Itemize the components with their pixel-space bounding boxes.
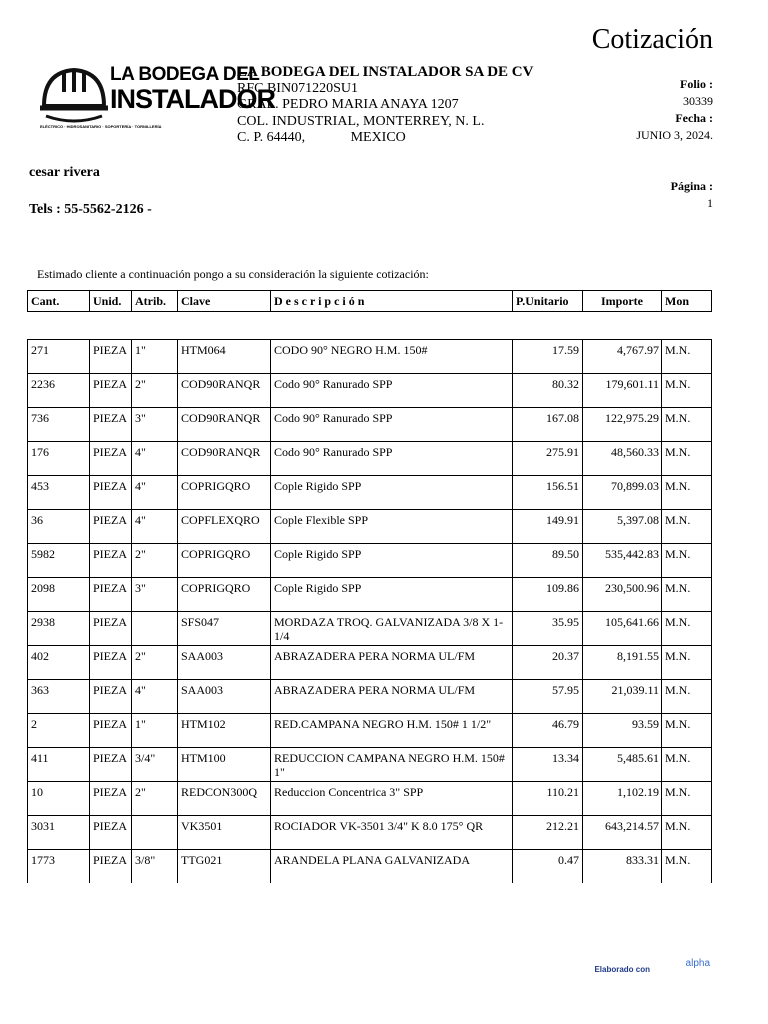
cell-descripcion: RED.CAMPANA NEGRO H.M. 150# 1 1/2" xyxy=(271,714,513,748)
cell-unid: PIEZA xyxy=(90,748,132,782)
table-row xyxy=(28,544,712,578)
cell-mon: M.N. xyxy=(662,714,712,748)
company-logo xyxy=(38,62,275,134)
alpha-logo: alpha xyxy=(685,958,710,969)
table-row xyxy=(28,476,712,510)
cell-unid: PIEZA xyxy=(90,408,132,442)
cell-atrib: 1" xyxy=(132,714,178,748)
cell-importe: 1,102.19 xyxy=(583,782,662,816)
cell-cant: 3031 xyxy=(28,816,90,850)
cell-descripcion: ABRAZADERA PERA NORMA UL/FM xyxy=(271,680,513,714)
cell-clave: TTG021 xyxy=(178,850,271,884)
cell-atrib: 2" xyxy=(132,782,178,816)
cell-cant: 363 xyxy=(28,680,90,714)
page-value: 1 xyxy=(707,196,713,210)
cell-cant: 2098 xyxy=(28,578,90,612)
intro-text: Estimado cliente a continuación pongo a su consideración la siguiente cotización: xyxy=(37,267,429,281)
cell-mon: M.N. xyxy=(662,340,712,374)
document-title: Cotización xyxy=(591,24,713,55)
cell-importe: 230,500.96 xyxy=(583,578,662,612)
cell-punitario: 110.21 xyxy=(513,782,583,816)
header-mon: Mon xyxy=(662,291,712,312)
table-row xyxy=(28,510,712,544)
cell-importe: 833.31 xyxy=(583,850,662,884)
fecha-value: JUNIO 3, 2024. xyxy=(636,128,713,142)
table-row xyxy=(28,442,712,476)
header-importe: Importe xyxy=(583,291,662,312)
cell-descripcion: MORDAZA TROQ. GALVANIZADA 3/8 X 1-1/4 xyxy=(271,612,513,646)
cell-mon: M.N. xyxy=(662,680,712,714)
cell-importe: 48,560.33 xyxy=(583,442,662,476)
company-name: LA BODEGA DEL INSTALADOR SA DE CV xyxy=(237,64,534,80)
table-row xyxy=(28,612,712,646)
cell-mon: M.N. xyxy=(662,544,712,578)
cell-atrib: 4" xyxy=(132,442,178,476)
page-number xyxy=(671,178,713,212)
cell-importe: 5,397.08 xyxy=(583,510,662,544)
logo-line1: LA BODEGA DEL xyxy=(110,64,260,85)
header-clave: Clave xyxy=(178,291,271,312)
cell-unid: PIEZA xyxy=(90,646,132,680)
cell-clave: COPFLEXQRO xyxy=(178,510,271,544)
cell-punitario: 46.79 xyxy=(513,714,583,748)
cell-atrib: 4" xyxy=(132,680,178,714)
cell-atrib: 2" xyxy=(132,646,178,680)
header-cant: Cant. xyxy=(28,291,90,312)
cell-mon: M.N. xyxy=(662,442,712,476)
cell-clave: SFS047 xyxy=(178,612,271,646)
cell-clave: VK3501 xyxy=(178,816,271,850)
cell-unid: PIEZA xyxy=(90,850,132,884)
cell-unid: PIEZA xyxy=(90,612,132,646)
cell-atrib: 3/8" xyxy=(132,850,178,884)
cell-importe: 5,485.61 xyxy=(583,748,662,782)
header-unid: Unid. xyxy=(90,291,132,312)
cell-importe: 4,767.97 xyxy=(583,340,662,374)
table-row xyxy=(28,714,712,748)
cell-unid: PIEZA xyxy=(90,442,132,476)
cell-mon: M.N. xyxy=(662,374,712,408)
cell-importe: 179,601.11 xyxy=(583,374,662,408)
cell-unid: PIEZA xyxy=(90,714,132,748)
cell-unid: PIEZA xyxy=(90,782,132,816)
cell-importe: 535,442.83 xyxy=(583,544,662,578)
cell-clave: HTM100 xyxy=(178,748,271,782)
client-phone: Tels : 55-5562-2126 - xyxy=(29,202,152,217)
cell-descripcion: Cople Rigido SPP xyxy=(271,476,513,510)
cell-descripcion: REDUCCION CAMPANA NEGRO H.M. 150# 1" xyxy=(271,748,513,782)
cell-importe: 93.59 xyxy=(583,714,662,748)
cell-mon: M.N. xyxy=(662,782,712,816)
cell-importe: 122,975.29 xyxy=(583,408,662,442)
cell-clave: SAA003 xyxy=(178,646,271,680)
cell-atrib: 4" xyxy=(132,476,178,510)
table-row xyxy=(28,748,712,782)
cell-descripcion: Codo 90° Ranurado SPP xyxy=(271,408,513,442)
cell-importe: 21,039.11 xyxy=(583,680,662,714)
cell-mon: M.N. xyxy=(662,748,712,782)
cell-cant: 411 xyxy=(28,748,90,782)
cell-punitario: 167.08 xyxy=(513,408,583,442)
cell-importe: 70,899.03 xyxy=(583,476,662,510)
cell-punitario: 149.91 xyxy=(513,510,583,544)
items-header xyxy=(27,290,712,312)
page-label: Página : xyxy=(670,179,713,193)
cell-unid: PIEZA xyxy=(90,476,132,510)
cell-punitario: 17.59 xyxy=(513,340,583,374)
folio-label: Folio : xyxy=(680,77,713,91)
table-row xyxy=(28,646,712,680)
cell-unid: PIEZA xyxy=(90,816,132,850)
quote-meta xyxy=(636,76,713,144)
cell-punitario: 275.91 xyxy=(513,442,583,476)
cell-descripcion: ARANDELA PLANA GALVANIZADA xyxy=(271,850,513,884)
cell-clave: COD90RANQR xyxy=(178,374,271,408)
cell-descripcion: CODO 90° NEGRO H.M. 150# xyxy=(271,340,513,374)
cell-clave: COPRIGQRO xyxy=(178,476,271,510)
cell-unid: PIEZA xyxy=(90,340,132,374)
cell-punitario: 109.86 xyxy=(513,578,583,612)
cell-cant: 453 xyxy=(28,476,90,510)
cell-punitario: 80.32 xyxy=(513,374,583,408)
cell-atrib: 2" xyxy=(132,374,178,408)
cell-importe: 8,191.55 xyxy=(583,646,662,680)
cell-importe: 643,214.57 xyxy=(583,816,662,850)
company-rfc: RFC BIN071220SU1 xyxy=(237,80,358,96)
header-atrib: Atrib. xyxy=(132,291,178,312)
cell-punitario: 35.95 xyxy=(513,612,583,646)
cell-descripcion: ABRAZADERA PERA NORMA UL/FM xyxy=(271,646,513,680)
cell-punitario: 212.21 xyxy=(513,816,583,850)
cell-mon: M.N. xyxy=(662,510,712,544)
table-row xyxy=(28,782,712,816)
table-row xyxy=(28,816,712,850)
table-row xyxy=(28,408,712,442)
table-row xyxy=(28,680,712,714)
cell-descripcion: Codo 90° Ranurado SPP xyxy=(271,374,513,408)
cell-clave: REDCON300Q xyxy=(178,782,271,816)
cell-cant: 10 xyxy=(28,782,90,816)
table-row xyxy=(28,850,712,884)
cell-punitario: 89.50 xyxy=(513,544,583,578)
cell-descripcion: Cople Rigido SPP xyxy=(271,578,513,612)
fecha-label: Fecha : xyxy=(675,111,713,125)
folio-value: 30339 xyxy=(683,94,713,108)
cell-descripcion: Cople Rigido SPP xyxy=(271,544,513,578)
logo-tagline: ELÉCTRICO · HIDROSANITARIO · SOPORTERÍA · TORNILLERÍA xyxy=(40,124,162,129)
cell-mon: M.N. xyxy=(662,850,712,884)
cell-unid: PIEZA xyxy=(90,544,132,578)
cell-atrib: 3/4" xyxy=(132,748,178,782)
cell-descripcion: ROCIADOR VK-3501 3/4" K 8.0 175° QR xyxy=(271,816,513,850)
cell-punitario: 57.95 xyxy=(513,680,583,714)
items-table xyxy=(27,339,712,883)
company-info xyxy=(237,64,533,147)
cell-mon: M.N. xyxy=(662,612,712,646)
cell-clave: COD90RANQR xyxy=(178,442,271,476)
cell-mon: M.N. xyxy=(662,408,712,442)
cell-clave: HTM102 xyxy=(178,714,271,748)
company-address-3: C. P. 64440, MEXICO xyxy=(237,130,406,145)
made-with-label: Elaborado con xyxy=(594,965,650,974)
cell-clave: COPRIGQRO xyxy=(178,544,271,578)
cell-mon: M.N. xyxy=(662,578,712,612)
cell-unid: PIEZA xyxy=(90,510,132,544)
cell-importe: 105,641.66 xyxy=(583,612,662,646)
table-row xyxy=(28,374,712,408)
cell-atrib xyxy=(132,816,178,850)
cell-punitario: 156.51 xyxy=(513,476,583,510)
cell-clave: HTM064 xyxy=(178,340,271,374)
cell-punitario: 13.34 xyxy=(513,748,583,782)
cell-cant: 5982 xyxy=(28,544,90,578)
cell-cant: 2 xyxy=(28,714,90,748)
cell-unid: PIEZA xyxy=(90,680,132,714)
cell-atrib: 3" xyxy=(132,578,178,612)
cell-atrib: 3" xyxy=(132,408,178,442)
cell-mon: M.N. xyxy=(662,476,712,510)
cell-punitario: 20.37 xyxy=(513,646,583,680)
cell-unid: PIEZA xyxy=(90,374,132,408)
cell-cant: 402 xyxy=(28,646,90,680)
client-name: cesar rivera xyxy=(29,165,100,180)
cell-cant: 2236 xyxy=(28,374,90,408)
cell-mon: M.N. xyxy=(662,646,712,680)
table-row xyxy=(28,340,712,374)
company-address-2: COL. INDUSTRIAL, MONTERREY, N. L. xyxy=(237,113,485,129)
company-address-1: GRAL. PEDRO MARIA ANAYA 1207 xyxy=(237,97,459,112)
cell-clave: COD90RANQR xyxy=(178,408,271,442)
cell-cant: 1773 xyxy=(28,850,90,884)
cell-punitario: 0.47 xyxy=(513,850,583,884)
cell-unid: PIEZA xyxy=(90,578,132,612)
header-descripcion: D e s c r i p c i ó n xyxy=(271,291,513,312)
cell-descripcion: Codo 90° Ranurado SPP xyxy=(271,442,513,476)
header-punitario: P.Unitario xyxy=(513,291,583,312)
cell-clave: SAA003 xyxy=(178,680,271,714)
cell-atrib: 2" xyxy=(132,544,178,578)
table-row xyxy=(28,578,712,612)
cell-cant: 271 xyxy=(28,340,90,374)
cell-descripcion: Reduccion Concentrica 3" SPP xyxy=(271,782,513,816)
cell-descripcion: Cople Flexible SPP xyxy=(271,510,513,544)
cell-atrib xyxy=(132,612,178,646)
cell-cant: 2938 xyxy=(28,612,90,646)
logo-line2: INSTALADOR xyxy=(110,84,275,114)
cell-cant: 736 xyxy=(28,408,90,442)
cell-clave: COPRIGQRO xyxy=(178,578,271,612)
cell-mon: M.N. xyxy=(662,816,712,850)
cell-cant: 176 xyxy=(28,442,90,476)
cell-atrib: 4" xyxy=(132,510,178,544)
cell-cant: 36 xyxy=(28,510,90,544)
cell-atrib: 1" xyxy=(132,340,178,374)
